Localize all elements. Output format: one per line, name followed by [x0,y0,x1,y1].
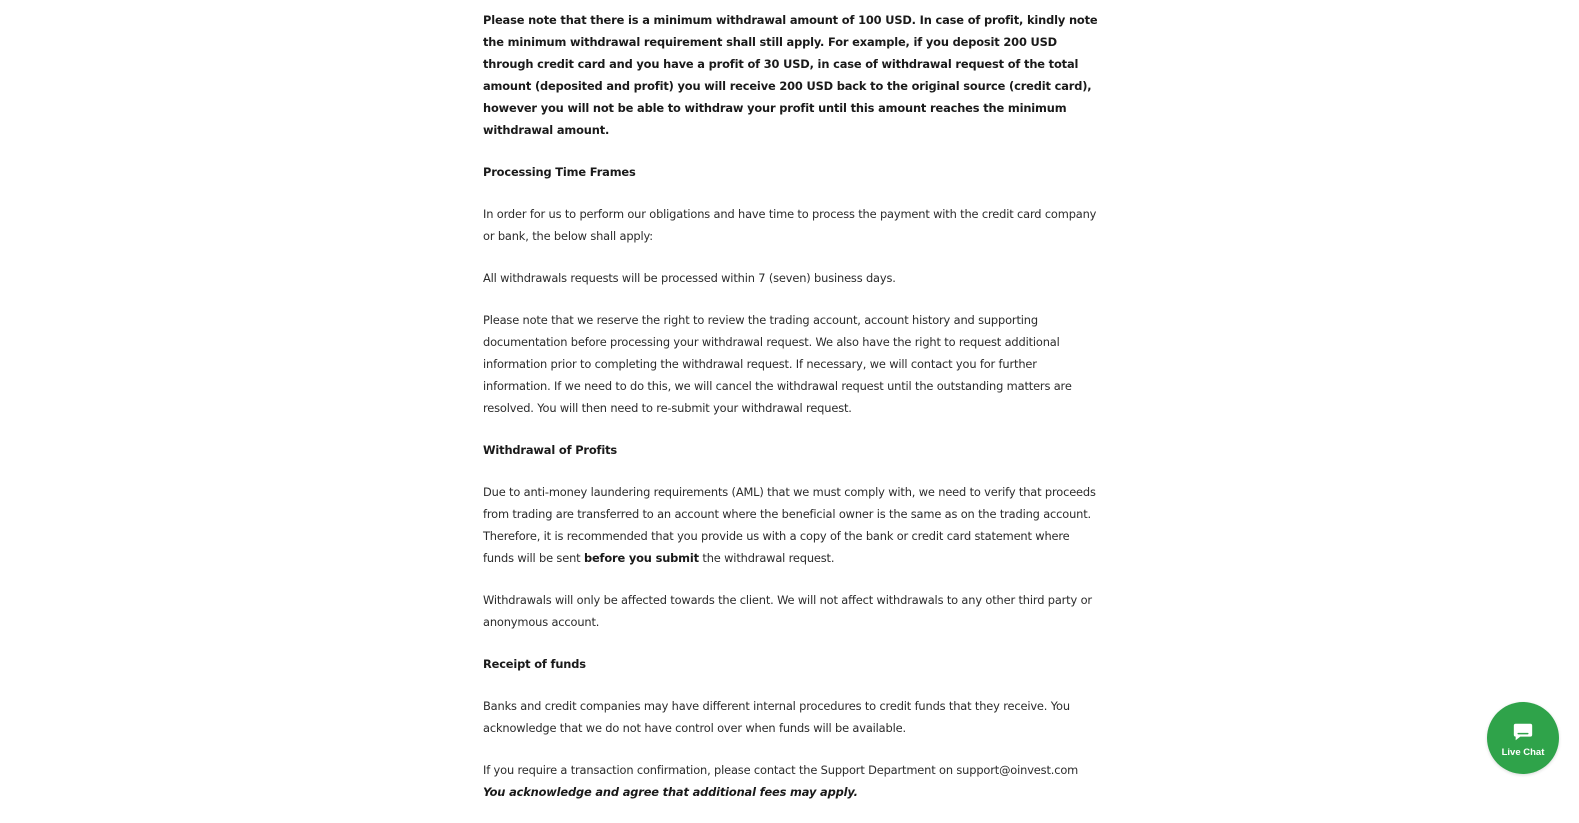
processing-days-paragraph: All withdrawals requests will be processed within 7 (seven) business days. [483,271,896,285]
processing-intro-paragraph: In order for us to perform our obligations and have time to process the payment with the credit card company or bank, the below shall apply: [483,207,1097,243]
processing-time-frames-heading: Processing Time Frames [483,165,636,179]
article-body [483,9,1098,823]
aml-text-start: Due to anti-money laundering requirements (AML) that we must comply with, we need to verify that proceeds from trading are transferred to an account where the beneficial owner is the same as on the trading account. Therefore, it is recommended that you provide us with a copy of the bank or credit card statement where funds will be sent [483,485,1096,565]
withdrawal-of-profits-heading: Withdrawal of Profits [483,443,618,457]
confirmation-text: If you require a transaction confirmation, please contact the Support Department on support@oinvest.com [483,763,1079,777]
confirmation-paragraph [483,759,1098,803]
review-rights-paragraph: Please note that we reserve the right to review the trading account, account history and supporting documentation before processing your withdrawal request. We also have the right to request additional information prior to completing the withdrawal request. If necessary, we will contact you for further information. If we need to do this, we will cancel the withdrawal request until the outstanding matters are resolved. You will then need to re-submit your withdrawal request. [483,313,1072,415]
third-party-paragraph: Withdrawals will only be affected towards the client. We will not affect withdrawals to any other third party or anonymous account. [483,593,1092,629]
minimum-withdrawal-note: Please note that there is a minimum withdrawal amount of 100 USD. In case of profit, kindly note the minimum withdrawal requirement shall still apply. For example, if you deposit 200 USD through credit card and you have a profit of 30 USD, in case of withdrawal request of the total amount (deposited and profit) you will receive 200 USD back to the original source (credit card), however you will not be able to withdraw your profit until this amount reaches the minimum withdrawal amount. [483,13,1098,137]
aml-paragraph [483,481,1098,569]
receipt-paragraph: Banks and credit companies may have different internal procedures to credit funds that they receive. You acknowledge that we do not have control over when funds will be available. [483,699,1070,735]
chat-bubble-icon [1512,721,1534,743]
live-chat-label: Live Chat [1501,746,1545,758]
aml-text-end: the withdrawal request. [698,551,835,565]
live-chat-button[interactable] [1487,702,1559,774]
aml-text-emphasis: before you submit [583,551,699,565]
receipt-of-funds-heading: Receipt of funds [483,657,586,671]
additional-fees-notice: You acknowledge and agree that additional fees may apply. [483,785,858,799]
